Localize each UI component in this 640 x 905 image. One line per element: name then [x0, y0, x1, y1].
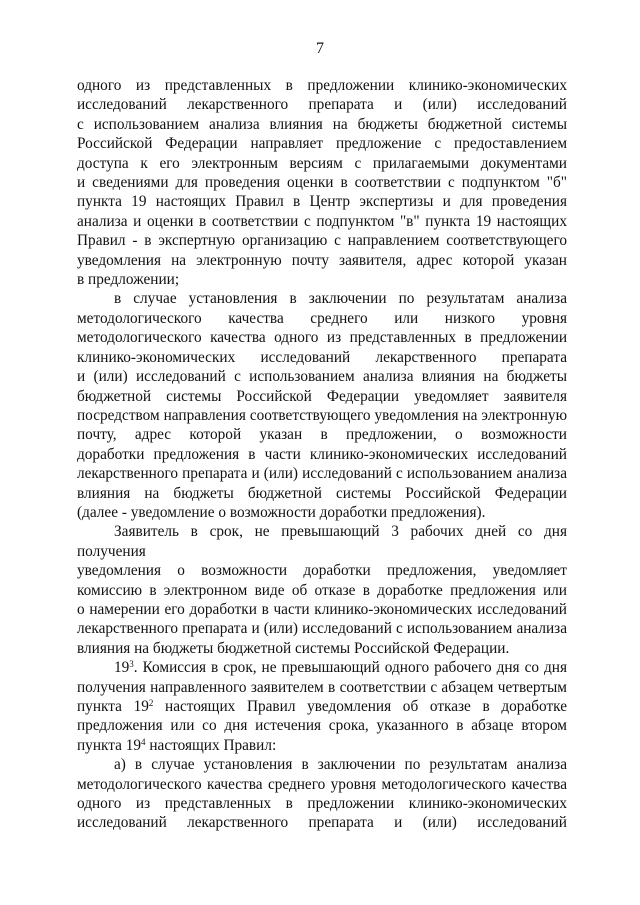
paragraph-line: а) в случае установления в заключении по результатам анализа — [114, 756, 567, 774]
line-text: настоящих Правил: — [145, 736, 277, 754]
paragraph-line: Правил - в экспертную организацию с направлением соответствующего — [77, 232, 567, 250]
paragraph-line: предложения или со дня истечения срока, указанного в абзаце втором — [77, 717, 567, 735]
line-text: настоящих Правил уведомления об отказе в доработке — [153, 698, 567, 715]
line-text: пункта 19 — [77, 698, 149, 715]
paragraph-line — [77, 658, 567, 677]
paragraph-line: уведомления о возможности доработки предложения, уведомляет — [77, 562, 567, 580]
line-text: . Комиссия в срок, не превышающий одного рабочего дня со дня — [133, 659, 567, 677]
paragraph-line: методологического качества среднего уровня методологического качества — [77, 775, 567, 793]
page-number: 7 — [316, 40, 324, 57]
paragraph-line: доработки предложения в части клинико-экономических исследований — [77, 445, 567, 463]
paragraph-line — [77, 697, 567, 716]
paragraph-line: бюджетной системы Российской Федерации уведомляет заявителя — [77, 387, 567, 405]
paragraph-line: методологического качества среднего или низкого уровня — [77, 309, 567, 327]
paragraph-line: комиссию в электронном виде об отказе в доработке предложения или — [77, 581, 567, 599]
paragraph-line: в случае установления в заключении по результатам анализа — [114, 290, 567, 308]
superscript: 2 — [148, 698, 154, 708]
clause-number: 19 — [114, 659, 130, 677]
document-body — [77, 76, 567, 833]
paragraph-line: Заявитель в срок, не превышающий 3 рабочих дней со дня получения — [77, 523, 567, 560]
paragraph-line: получения направленного заявителем в соответствии с абзацем четвертым — [77, 678, 567, 696]
paragraph-line: влияния на бюджеты бюджетной системы Российской Федерации — [77, 484, 567, 502]
paragraph-line: и сведениями для проведения оценки в соответствии с подпунктом "б" — [77, 174, 567, 192]
paragraph-line: исследований лекарственного препарата и (или) исследований — [77, 814, 567, 832]
paragraph-line: лекарственного препарата и (или) исследований с использованием анализа — [77, 465, 567, 483]
paragraph-line: уведомления на электронную почту заявителя, адрес которой указан — [77, 251, 567, 269]
paragraph-line: о намерении его доработки в части клинико-экономических исследований — [77, 600, 567, 618]
paragraph-line: анализа и оценки в соответствии с подпунктом "в" пункта 19 настоящих — [77, 212, 567, 230]
line-text: пункта 19 — [77, 736, 142, 754]
paragraph-line: пункта 19 настоящих Правил в Центр экспертизы и для проведения — [77, 193, 567, 211]
paragraph-line: и (или) исследований с использованием анализа влияния на бюджеты — [77, 368, 567, 386]
paragraph-line: почту, адрес которой указан в предложении, о возможности — [77, 426, 567, 444]
superscript: 3 — [129, 659, 134, 670]
paragraph-line: с использованием анализа влияния на бюджеты бюджетной системы — [77, 115, 567, 133]
paragraph-line: одного из представленных в предложении клинико-экономических — [77, 795, 567, 813]
paragraph-line: исследований лекарственного препарата и (или) исследований — [77, 96, 567, 114]
paragraph-line: посредством направления соответствующего уведомления на электронную — [77, 406, 567, 424]
superscript: 4 — [141, 736, 146, 747]
paragraph-line: (далее - уведомление о возможности доработки предложения). — [77, 503, 486, 521]
paragraph-line — [77, 736, 567, 755]
paragraph-line: методологического качества одного из представленных в предложении — [77, 329, 567, 347]
paragraph-line: доступа к его электронным версиям с прилагаемыми документами — [77, 154, 567, 172]
paragraph-line: в предложении; — [77, 271, 180, 289]
paragraph-line: клинико-экономических исследований лекарственного препарата — [77, 348, 567, 366]
paragraph-line: одного из представленных в предложении клинико-экономических — [77, 77, 567, 94]
paragraph-line: Российской Федерации направляет предложение с предоставлением — [77, 135, 567, 153]
paragraph-line: лекарственного препарата и (или) исследований с использованием анализа — [77, 620, 567, 638]
paragraph-line: влияния на бюджеты бюджетной системы Российской Федерации. — [77, 639, 510, 657]
